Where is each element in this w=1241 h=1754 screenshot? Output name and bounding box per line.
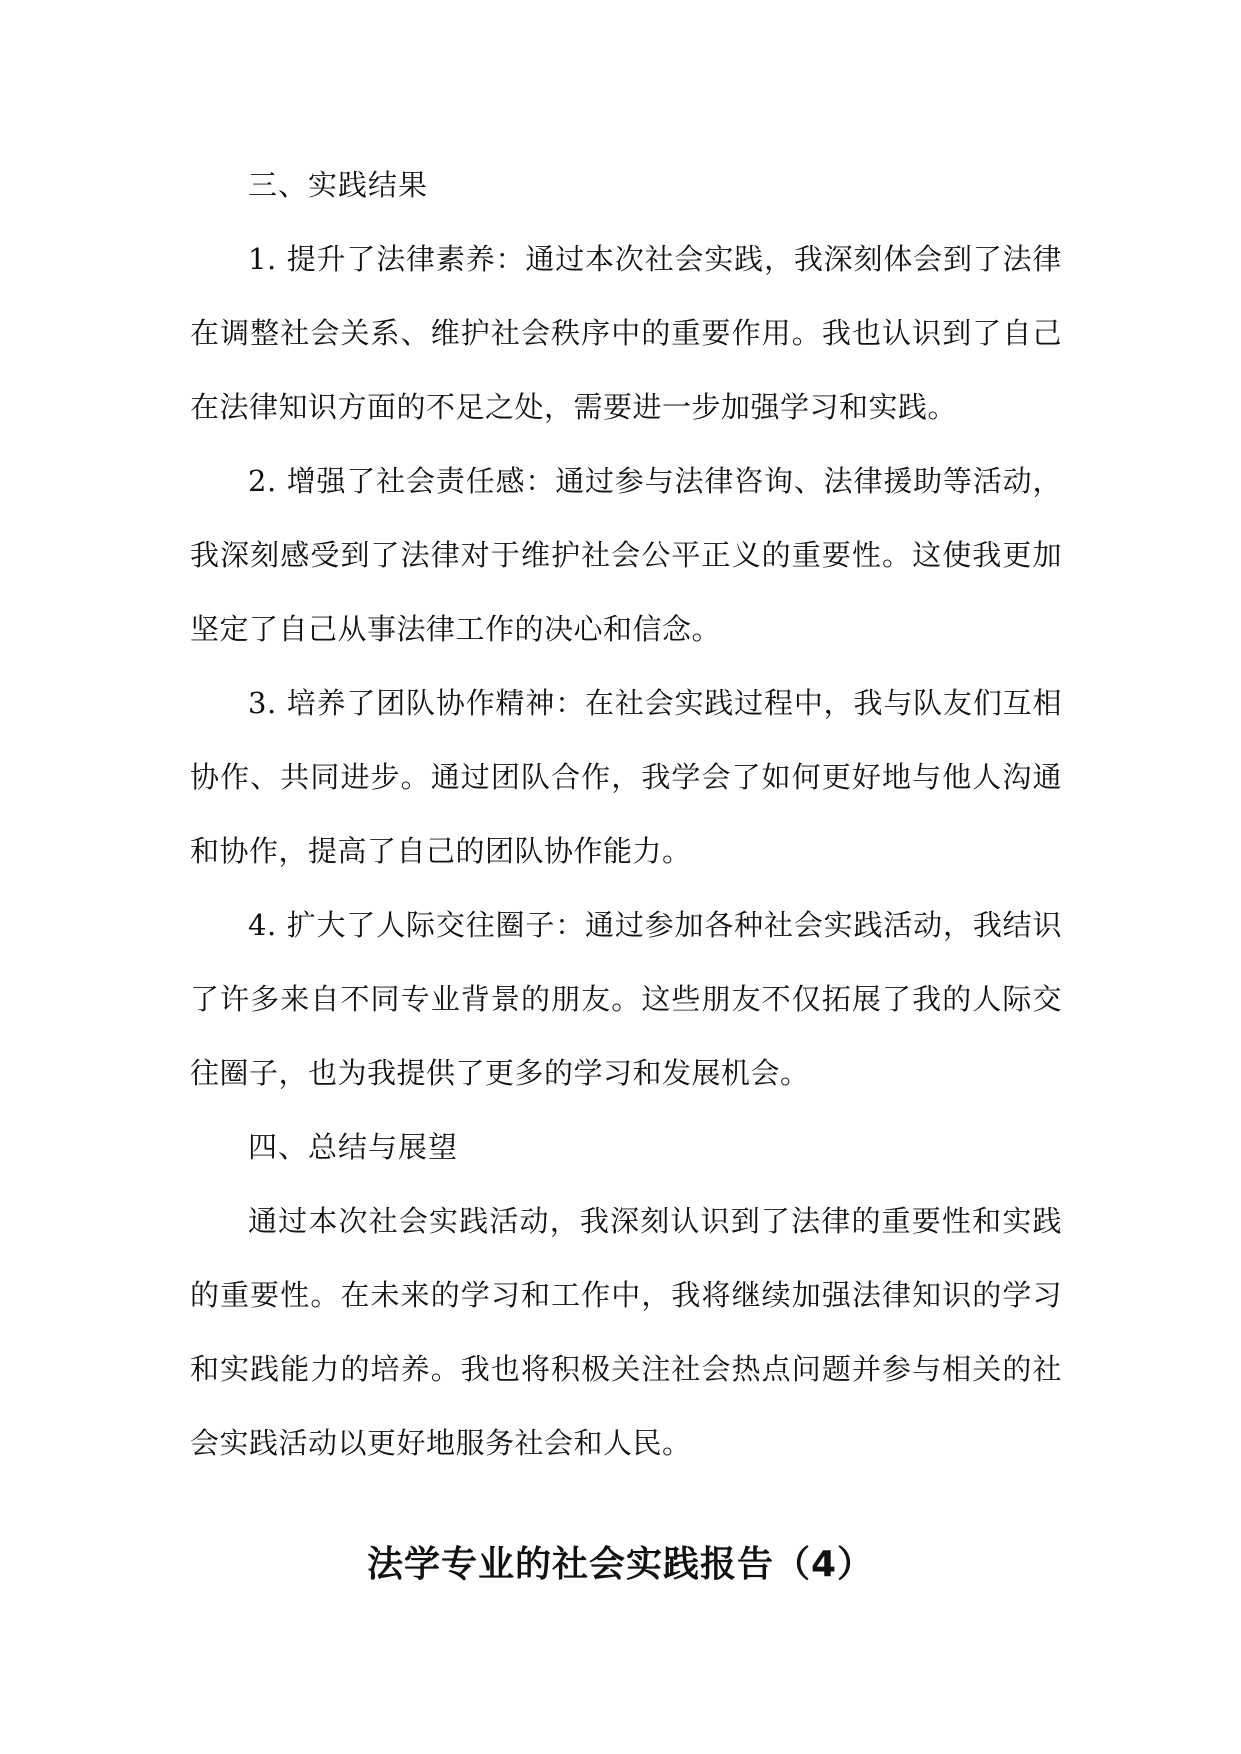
result-item-4: 4. 扩大了人际交往圈子：通过参加各种社会实践活动，我结识了许多来自不同专业背景的朋友。这些朋友不仅拓展了我的人际交往圈子，也为我提供了更多的学习和发展机会。 (190, 908, 1062, 1090)
document-body (190, 148, 1062, 1480)
summary-paragraph: 通过本次社会实践活动，我深刻认识到了法律的重要性和实践的重要性。在未来的学习和工作中，我将继续加强法律知识的学习和实践能力的培养。我也将积极关注社会热点问题并参与相关的社会实践活动以更好地服务社会和人民。 (190, 1204, 1062, 1460)
next-report-title: 法学专业的社会实践报告（4） (366, 1544, 875, 1585)
result-item-1: 1. 提升了法律素养：通过本次社会实践，我深刻体会到了法律在调整社会关系、维护社会秩序中的重要作用。我也认识到了自己在法律知识方面的不足之处，需要进一步加强学习和实践。 (190, 242, 1062, 424)
result-item-3: 3. 培养了团队协作精神：在社会实践过程中，我与队友们互相协作、共同进步。通过团队合作，我学会了如何更好地与他人沟通和协作，提高了自己的团队协作能力。 (190, 686, 1062, 868)
result-item-2: 2. 增强了社会责任感：通过参与法律咨询、法律援助等活动，我深刻感受到了法律对于维护社会公平正义的重要性。这使我更加坚定了自己从事法律工作的决心和信念。 (190, 464, 1062, 646)
section-heading-results: 三、实践结果 (248, 168, 429, 202)
section-heading-summary: 四、总结与展望 (248, 1130, 459, 1164)
